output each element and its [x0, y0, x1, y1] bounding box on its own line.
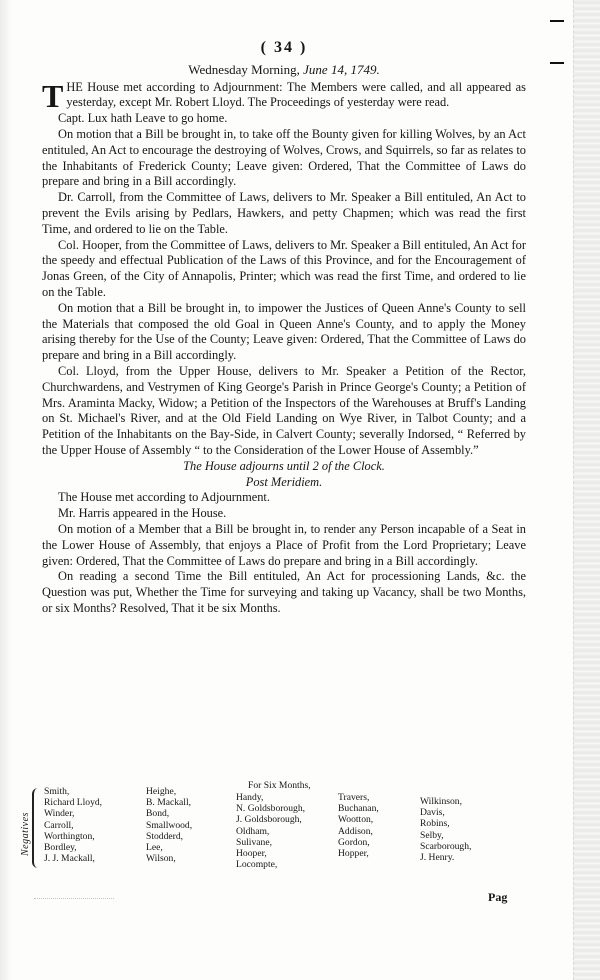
- voter-name: Gordon,: [338, 836, 370, 848]
- post-meridiem-heading: Post Meridiem.: [245, 474, 323, 489]
- paragraph-10: On motion of a Member that a Bill be brought in, to render any Person incapable of a Seat in the Lower House of Assembly, that enjoys a Place of Profit from the Lord Proprietary; Leave given: Ordered, That the Committee of Laws do prepare and bring in a Bill accordingly.: [42, 521, 526, 568]
- paragraph-opening: [42, 77, 526, 114]
- voter-name: J. Goldsborough,: [236, 814, 302, 826]
- page-number: ( 34 ): [260, 39, 308, 56]
- voter-name: Richard Lloyd,: [44, 797, 103, 809]
- voter-name: Scarborough,: [420, 840, 472, 852]
- voter-name: Selby,: [420, 829, 444, 841]
- page-left-shadow: [0, 0, 12, 980]
- paragraph-8: The House met according to Adjournment.: [58, 490, 270, 505]
- paragraph-5: Col. Hooper, from the Committee of Laws, delivers to Mr. Speaker a Bill entituled, An Act for the speedy and effectual Publication of the Laws of this Province, and for the Encouragement of Jonas Green, of the City of Annapolis, Printer; which was read the first Time, and ordered to lie on the Table.: [42, 237, 526, 299]
- voter-name: B. Mackall,: [146, 797, 192, 809]
- dateline-date: June 14, 1749.: [303, 61, 380, 77]
- voter-name: Wilson,: [146, 853, 176, 865]
- voter-name: Smallwood,: [146, 819, 193, 831]
- voter-name: Addison,: [338, 825, 373, 837]
- vote-column-1: [44, 786, 102, 864]
- voter-name: Smith,: [44, 786, 70, 797]
- voter-name: Bond,: [146, 808, 170, 820]
- voter-name: Wilkinson,: [420, 796, 462, 807]
- voter-name: Wootton,: [338, 814, 374, 826]
- dateline-day: Wednesday Morning,: [188, 61, 304, 77]
- voter-name: Winder,: [44, 808, 75, 820]
- voter-name: Bordley,: [44, 842, 77, 854]
- voter-name: Heighe,: [146, 786, 177, 797]
- voter-name: J. J. Mackall,: [44, 853, 95, 865]
- page-right-edge: [573, 0, 600, 980]
- voter-name: Travers,: [338, 792, 370, 803]
- voter-name: Oldham,: [236, 825, 270, 837]
- voter-name: Robins,: [420, 818, 450, 830]
- page-corner-mark: [550, 20, 564, 64]
- paragraph-6: On motion that a Bill be brought in, to impower the Justices of Queen Anne's County to sell the Materials that composed the old Goal in Queen Anne's County, and to apply the Money arising thereby for the Use of the County; Leave given: Ordered, That the Committee of Laws do prepare and bring in a Bill accordingly.: [42, 300, 526, 363]
- voter-name: Lee,: [146, 842, 163, 854]
- vote-column-4: [338, 792, 379, 859]
- adjournment-line: The House adjourns until 2 of the Clock.: [183, 458, 385, 473]
- document-body: [42, 40, 526, 617]
- voter-name: Carroll,: [44, 819, 74, 831]
- paragraph-1-text: HE House met according to Adjournment: The Members were called, and all appeared as yesterday, except Mr. Robert Lloyd. The Proceedings of yesterday were read.: [66, 79, 526, 110]
- vote-column-5: [420, 796, 471, 863]
- voter-name: J. Henry.: [420, 852, 455, 864]
- voter-name: Worthington,: [44, 830, 95, 842]
- drop-cap: T: [42, 77, 64, 114]
- voter-name: Hopper,: [338, 848, 369, 860]
- voter-name: Stodderd,: [146, 830, 184, 842]
- ink-smudge: [34, 888, 114, 899]
- voter-name: Sulivane,: [236, 836, 272, 848]
- vote-column-2: [146, 786, 192, 864]
- voter-name: Hooper,: [236, 848, 267, 860]
- brace-mark: [32, 788, 42, 868]
- dateline: [42, 62, 526, 78]
- voter-name: Handy,: [236, 792, 264, 803]
- vote-division-list: [18, 780, 518, 880]
- voter-name: Buchanan,: [338, 803, 379, 815]
- paragraph-2: Capt. Lux hath Leave to go home.: [58, 111, 228, 126]
- paragraph-3: On motion that a Bill be brought in, to take off the Bounty given for killing Wolves, by an Act entituled, An Act to encourage the destroying of Wolves, Crows, and Squirrels, so far as relates to the Inhabitants of Frederick County; Leave given: Ordered, That the Committee of Laws do prepare and bring in a Bill accordingly.: [42, 126, 526, 189]
- paragraph-11: On reading a second Time the Bill entituled, An Act for processioning Lands, &c. the Question was put, Whether the Time for surveying and taking up Vacancy, shall be two Months, or six Months? Resolved, That it be six Months.: [42, 569, 526, 615]
- voter-name: Davis,: [420, 807, 445, 819]
- paragraph-9: Mr. Harris appeared in the House.: [58, 506, 227, 521]
- vote-column-3: [236, 792, 305, 870]
- catchword: Pag: [488, 890, 508, 904]
- six-months-heading: For Six Months,: [248, 780, 311, 791]
- voter-name: N. Goldsborough,: [236, 803, 306, 815]
- paragraph-7: Col. Lloyd, from the Upper House, delivers to Mr. Speaker a Petition of the Rector, Churchwardens, and Vestrymen of King George's Parish in Prince George's County; a Petition of Mrs. Araminta Macky, Widow; a Petition of the Inspectors of the Warehouses at Bruff's Landing on St. Michael's River, and at the Old Field Landing on Wye River, in Talbot County; and a Petition of the Inhabitants on the Bay-Side, in Calvert County; severally Indorsed, “ Referred by the Upper House of Assembly “ to the Consideration of the Lower House of Assembly.”: [42, 363, 526, 457]
- voter-name: Locompte,: [236, 859, 278, 871]
- negatives-label: Negatives: [20, 812, 31, 856]
- paragraph-4: Dr. Carroll, from the Committee of Laws, delivers to Mr. Speaker a Bill entituled, An Act to prevent the Evils arising by Pedlars, Hawkers, and petty Chapmen; which was read the first Time, and ordered to lie on the Table.: [42, 190, 526, 236]
